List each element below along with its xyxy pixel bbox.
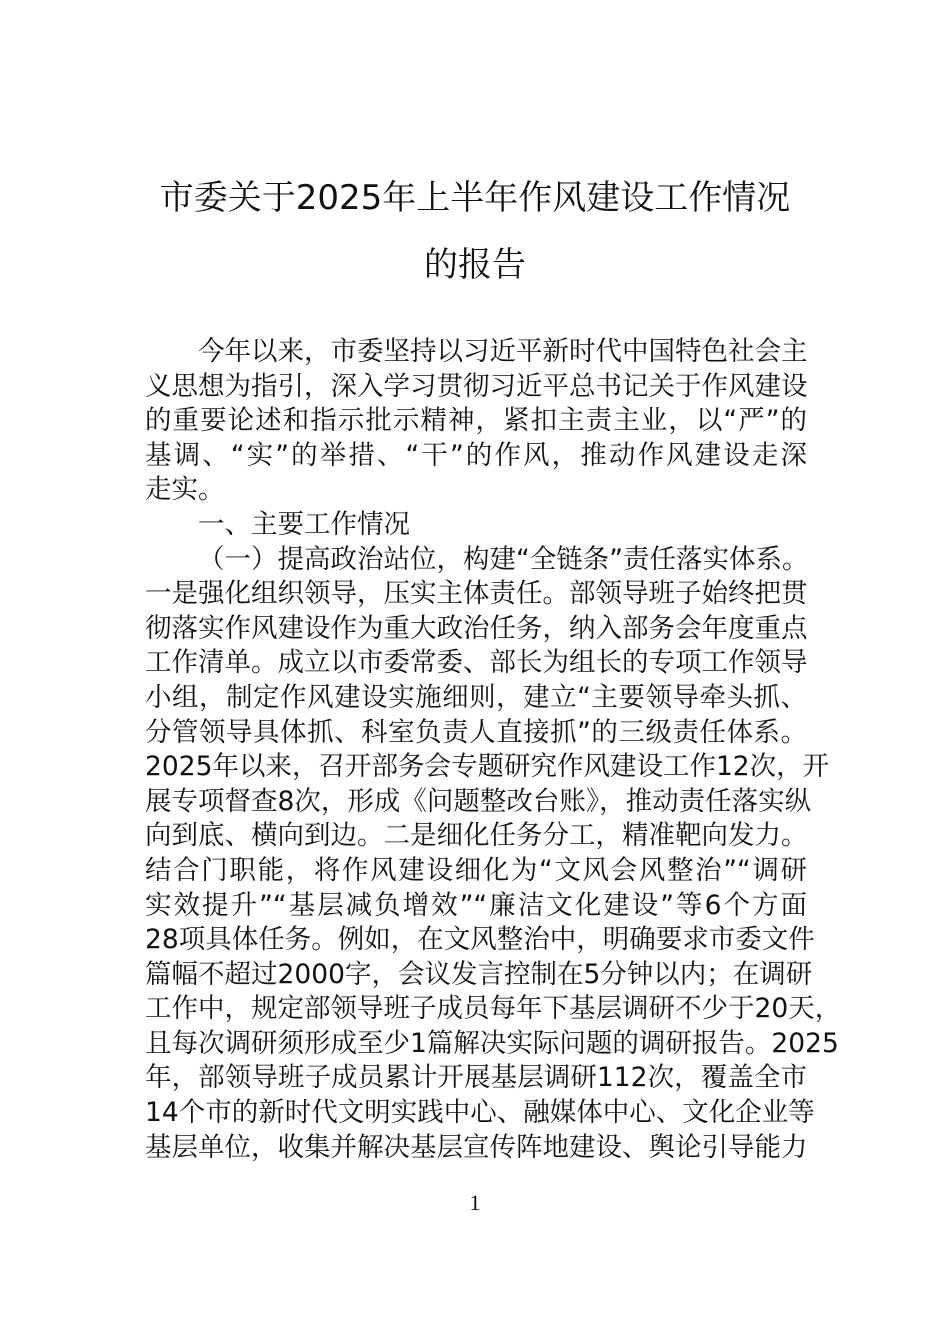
section-heading: 一、主要工作情况 bbox=[198, 508, 410, 540]
body-text-line: 小组，制定作风建设实施细则，建立“主要领导牵头抓、 bbox=[145, 681, 807, 713]
body-text-line: 工作清单。成立以市委常委、部长为组长的专项工作领导 bbox=[145, 647, 808, 679]
body-text-line: 工作中，规定部领导班子成员每年下基层调研不少于20天， bbox=[145, 993, 842, 1025]
document-title-line-1: 市委关于2025年上半年作风建设工作情况 bbox=[159, 178, 791, 218]
body-text-line: 向到底、横向到边。二是细化任务分工，精准靶向发力。 bbox=[145, 820, 808, 852]
body-text-line: 篇幅不超过2000字，会议发言控制在5分钟以内；在调研 bbox=[145, 958, 813, 990]
body-text-line: 今年以来，市委坚持以习近平新时代中国特色社会主 bbox=[198, 336, 808, 367]
body-text-line: 基层单位，收集并解决基层宣传阵地建设、舆论引导能力 bbox=[145, 1131, 808, 1163]
subsection-heading: （一）提高政治站位，构建“全链条”责任落实体系。 bbox=[198, 543, 809, 575]
body-text-line: 彻落实作风建设作为重大政治任务，纳入部务会年度重点 bbox=[145, 612, 808, 644]
body-text-line: 实效提升”“基层减负增效”“廉洁文化建设”等6个方面 bbox=[145, 889, 807, 921]
body-text-line: 义思想为指引，深入学习贯彻习近平总书记关于作风建设 bbox=[145, 370, 808, 402]
body-text-line: 且每次调研须形成至少1篇解决实际问题的调研报告。2025 bbox=[145, 1027, 839, 1059]
body-text-line: 28项具体任务。例如，在文风整治中，明确要求市委文件 bbox=[145, 924, 815, 956]
body-text-line: 14个市的新时代文明实践中心、融媒体中心、文化企业等 bbox=[145, 1097, 815, 1129]
body-text-line: 分管领导具体抓、科室负责人直接抓”的三级责任体系。 bbox=[145, 716, 807, 748]
page-number: 1 bbox=[469, 1190, 481, 1215]
body-text-line: 的重要论述和指示批示精神，紧扣主责主业，以“严”的 bbox=[145, 405, 807, 437]
document-body bbox=[145, 335, 842, 1165]
document-title-line-2: 的报告 bbox=[424, 245, 526, 285]
body-text-line: 结合门职能，将作风建设细化为“文风会风整治”“调研 bbox=[145, 854, 807, 886]
body-text-line: 展专项督查8次，形成《问题整改台账》，推动责任落实纵 bbox=[145, 785, 812, 817]
body-text-line: 基调、“实”的举措、“干”的作风，推动作风建设走深 bbox=[145, 439, 807, 471]
body-text-line: 年，部领导班子成员累计开展基层调研112次，覆盖全市 bbox=[145, 1062, 807, 1094]
body-text-line: 一是强化组织领导，压实主体责任。部领导班子始终把贯 bbox=[145, 578, 808, 610]
body-text-line: 走实。 bbox=[145, 474, 225, 506]
body-text-line: 2025年以来，召开部务会专题研究作风建设工作12次，开 bbox=[145, 751, 830, 783]
